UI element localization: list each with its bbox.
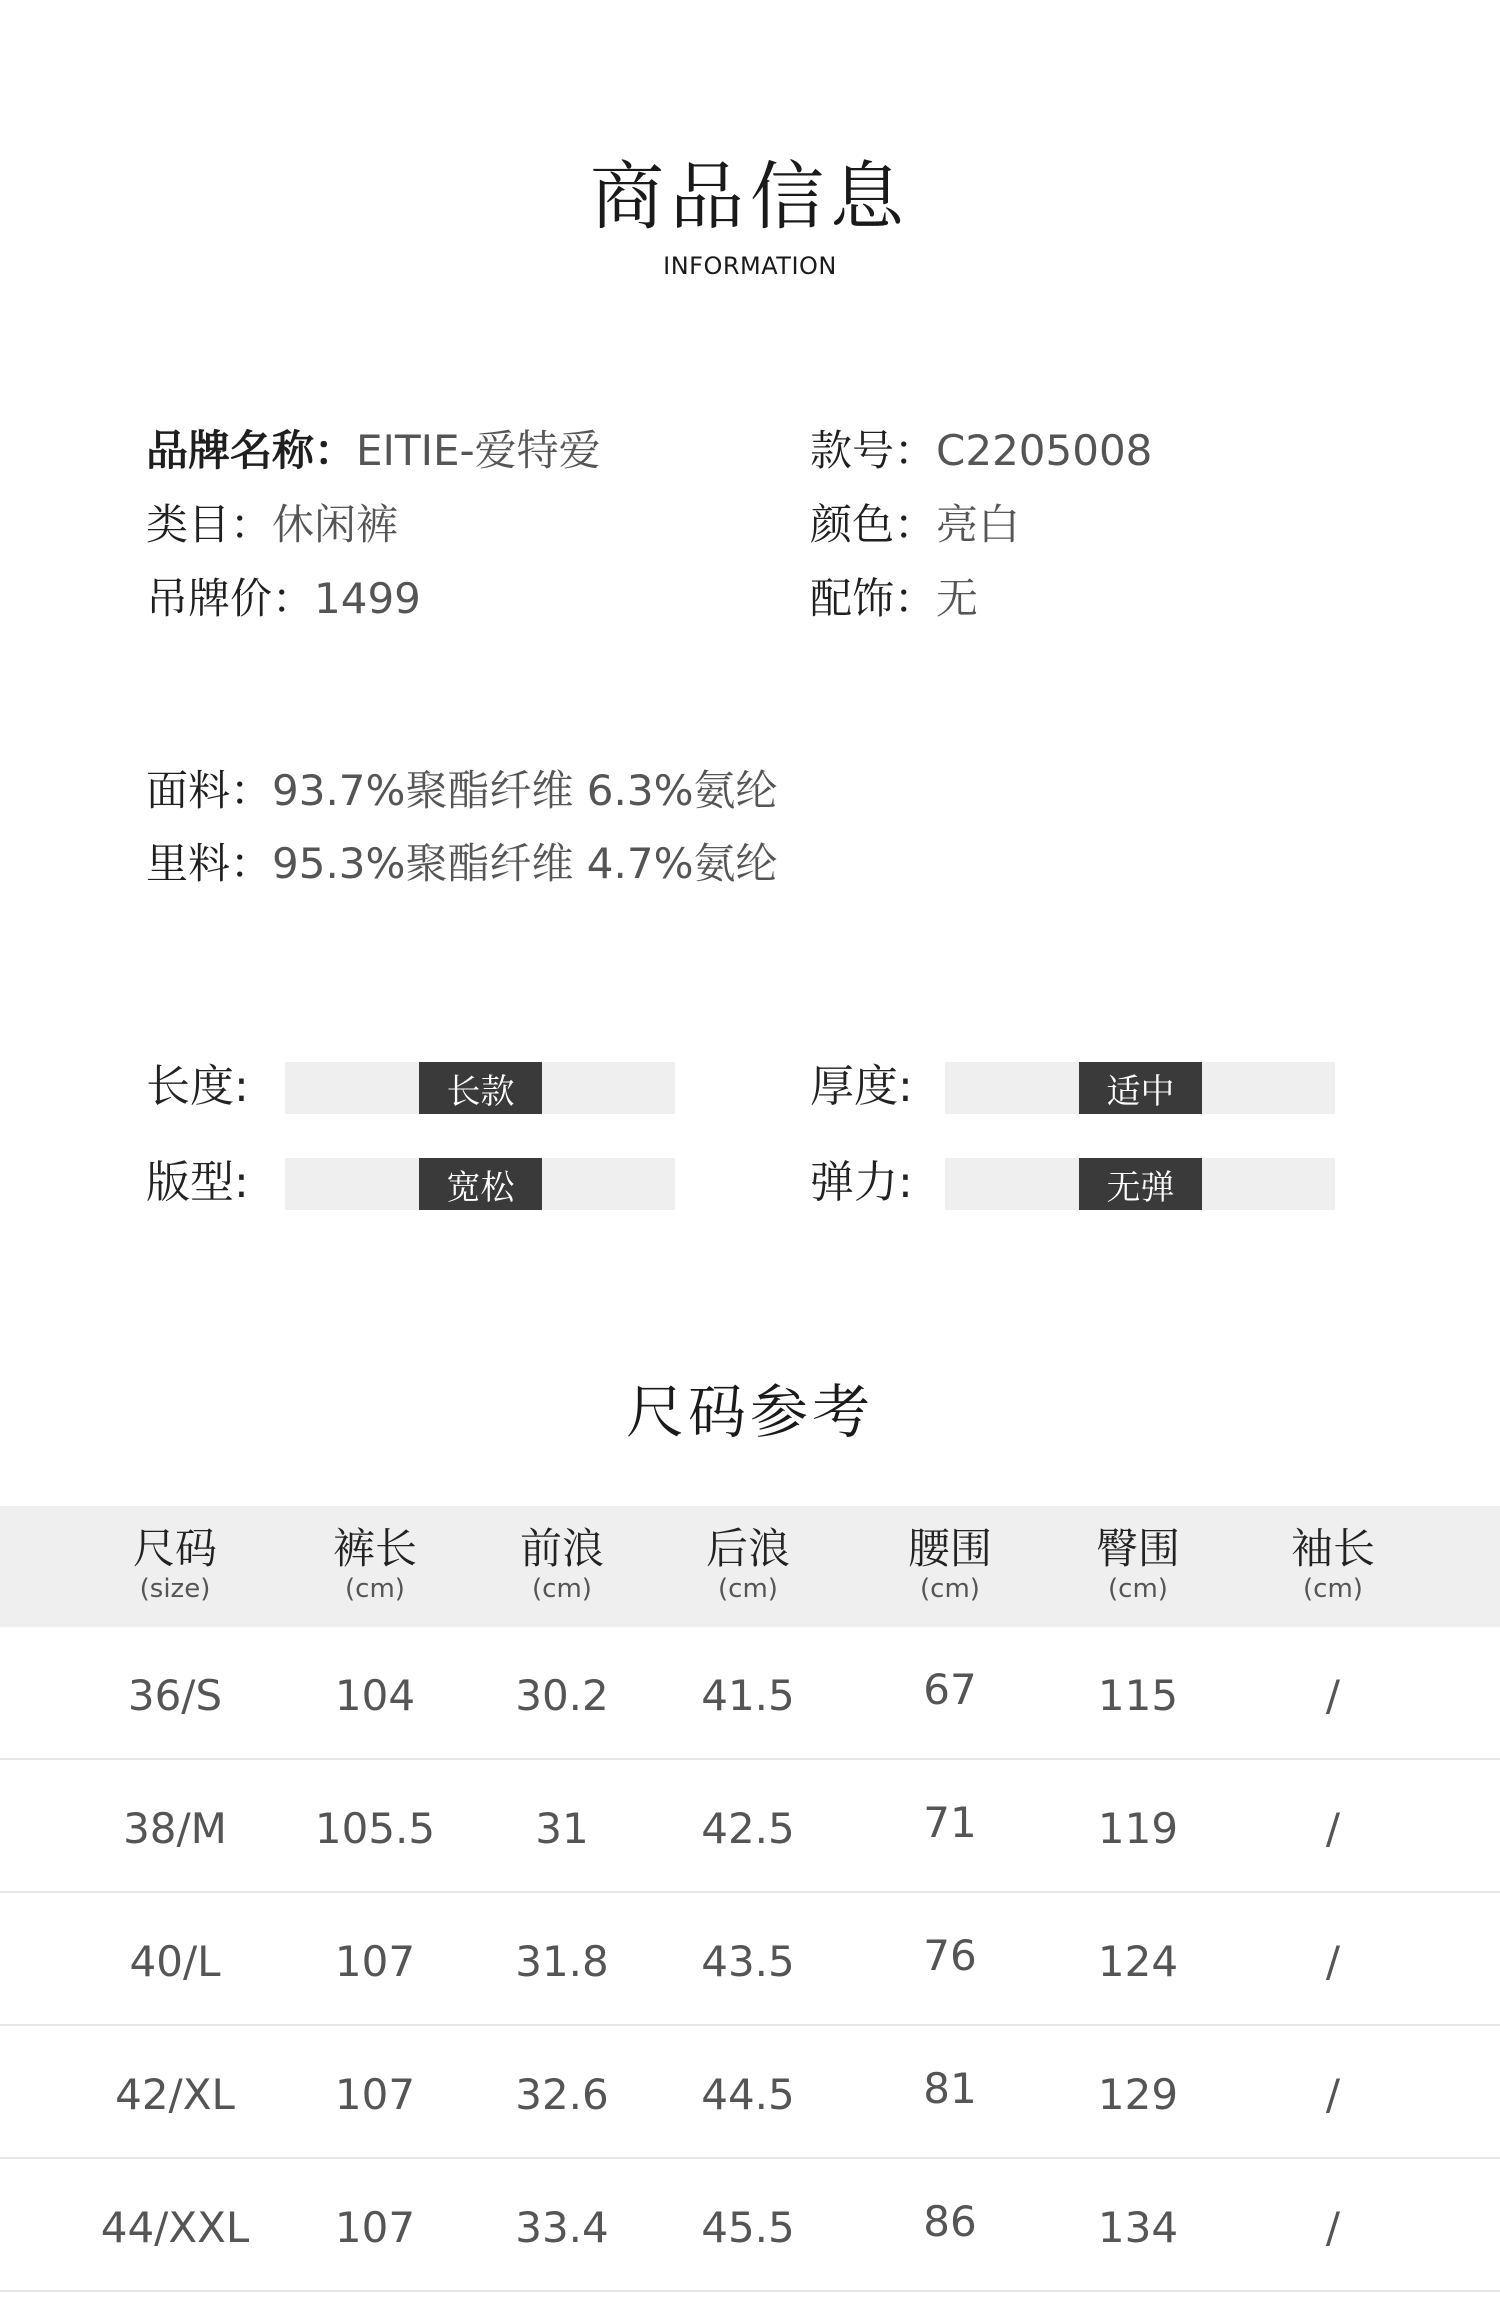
cell-hip: 134 [1097, 2203, 1179, 2252]
model-info [810, 426, 1153, 475]
cell-front-rise: 33.4 [515, 2203, 609, 2252]
header-back-rise: 后浪 (cm) [705, 1524, 790, 1604]
accessory-value: 无 [936, 574, 979, 623]
price-key: 吊牌价： [146, 574, 315, 623]
cell-front-rise: 31.8 [515, 1937, 609, 1986]
header-size: 尺码 (size) [132, 1524, 217, 1604]
price-info [146, 574, 421, 623]
cell-waist: 71 [923, 1798, 977, 1847]
header-length: 裤长 (cm) [332, 1524, 417, 1604]
cell-front-rise: 32.6 [515, 2070, 609, 2119]
cell-sleeve: / [1325, 2070, 1341, 2119]
table-row [0, 1893, 1500, 2026]
cell-length: 107 [334, 2070, 416, 2119]
lining-fabric [146, 839, 778, 888]
cell-length: 107 [334, 2203, 416, 2252]
lining-fabric-key: 里料： [146, 839, 273, 888]
cell-hip: 129 [1097, 2070, 1179, 2119]
size-table-header [0, 1506, 1500, 1627]
cell-waist: 81 [923, 2064, 977, 2113]
model-key: 款号： [810, 426, 937, 475]
table-row [0, 2159, 1500, 2292]
elasticity-value-pill: 无弹 [1079, 1158, 1202, 1210]
color-info [810, 500, 1021, 549]
thickness-scale [945, 1062, 1335, 1114]
cell-size: 44/XXL [100, 2203, 250, 2252]
model-value: C2205008 [936, 426, 1153, 475]
cell-back-rise: 45.5 [701, 2203, 795, 2252]
thickness-label: 厚度: [810, 1061, 913, 1112]
page-subtitle: INFORMATION [663, 252, 837, 280]
cell-size: 38/M [123, 1804, 227, 1853]
cell-hip: 124 [1097, 1937, 1179, 1986]
header-sleeve: 袖长 (cm) [1290, 1524, 1375, 1604]
cell-waist: 67 [923, 1665, 977, 1714]
cell-length: 104 [334, 1671, 416, 1720]
cell-size: 40/L [129, 1937, 221, 1986]
elasticity-label: 弹力: [810, 1157, 913, 1208]
brand-info [146, 426, 601, 475]
fit-value-pill: 宽松 [419, 1158, 542, 1210]
table-row [0, 1627, 1500, 1760]
cell-length: 107 [334, 1937, 416, 1986]
cell-sleeve: / [1325, 1937, 1341, 1986]
category-info [146, 500, 399, 549]
header-hip: 臀围 (cm) [1095, 1524, 1180, 1604]
cell-sleeve: / [1325, 1804, 1341, 1853]
length-label: 长度: [146, 1061, 249, 1112]
cell-size: 42/XL [115, 2070, 235, 2119]
cell-waist: 76 [923, 1931, 977, 1980]
fit-scale [285, 1158, 675, 1210]
length-value-pill: 长款 [419, 1062, 542, 1114]
elasticity-scale [945, 1158, 1335, 1210]
cell-hip: 115 [1097, 1671, 1179, 1720]
cell-back-rise: 42.5 [701, 1804, 795, 1853]
cell-size: 36/S [127, 1671, 223, 1720]
header-waist: 腰围 (cm) [907, 1524, 992, 1604]
table-row [0, 1760, 1500, 1893]
cell-back-rise: 44.5 [701, 2070, 795, 2119]
lining-fabric-value: 95.3%聚酯纤维 4.7%氨纶 [272, 839, 778, 888]
length-scale [285, 1062, 675, 1114]
header-front-rise: 前浪 (cm) [519, 1524, 604, 1604]
color-key: 颜色： [810, 500, 937, 549]
cell-front-rise: 30.2 [515, 1671, 609, 1720]
outer-fabric-value: 93.7%聚酯纤维 6.3%氨纶 [272, 766, 778, 815]
outer-fabric-key: 面料： [146, 766, 273, 815]
cell-front-rise: 31 [535, 1804, 589, 1853]
cell-hip: 119 [1097, 1804, 1179, 1853]
table-row [0, 2026, 1500, 2159]
brand-key: 品牌名称： [146, 426, 357, 475]
cell-sleeve: / [1325, 1671, 1341, 1720]
category-key: 类目： [146, 500, 273, 549]
accessory-info [810, 574, 979, 623]
cell-back-rise: 41.5 [701, 1671, 795, 1720]
page-title: 商品信息 [590, 154, 910, 240]
price-value: 1499 [314, 574, 421, 623]
cell-waist: 86 [923, 2197, 977, 2246]
category-value: 休闲裤 [272, 500, 399, 549]
cell-back-rise: 43.5 [701, 1937, 795, 1986]
outer-fabric [146, 766, 778, 815]
size-chart-title: 尺码参考 [625, 1378, 874, 1446]
cell-sleeve: / [1325, 2203, 1341, 2252]
accessory-key: 配饰： [810, 574, 937, 623]
fit-label: 版型: [146, 1157, 249, 1208]
brand-value: EITIE-爱特爱 [356, 426, 601, 475]
thickness-value-pill: 适中 [1079, 1062, 1202, 1114]
color-value: 亮白 [936, 500, 1021, 549]
cell-length: 105.5 [314, 1804, 436, 1853]
